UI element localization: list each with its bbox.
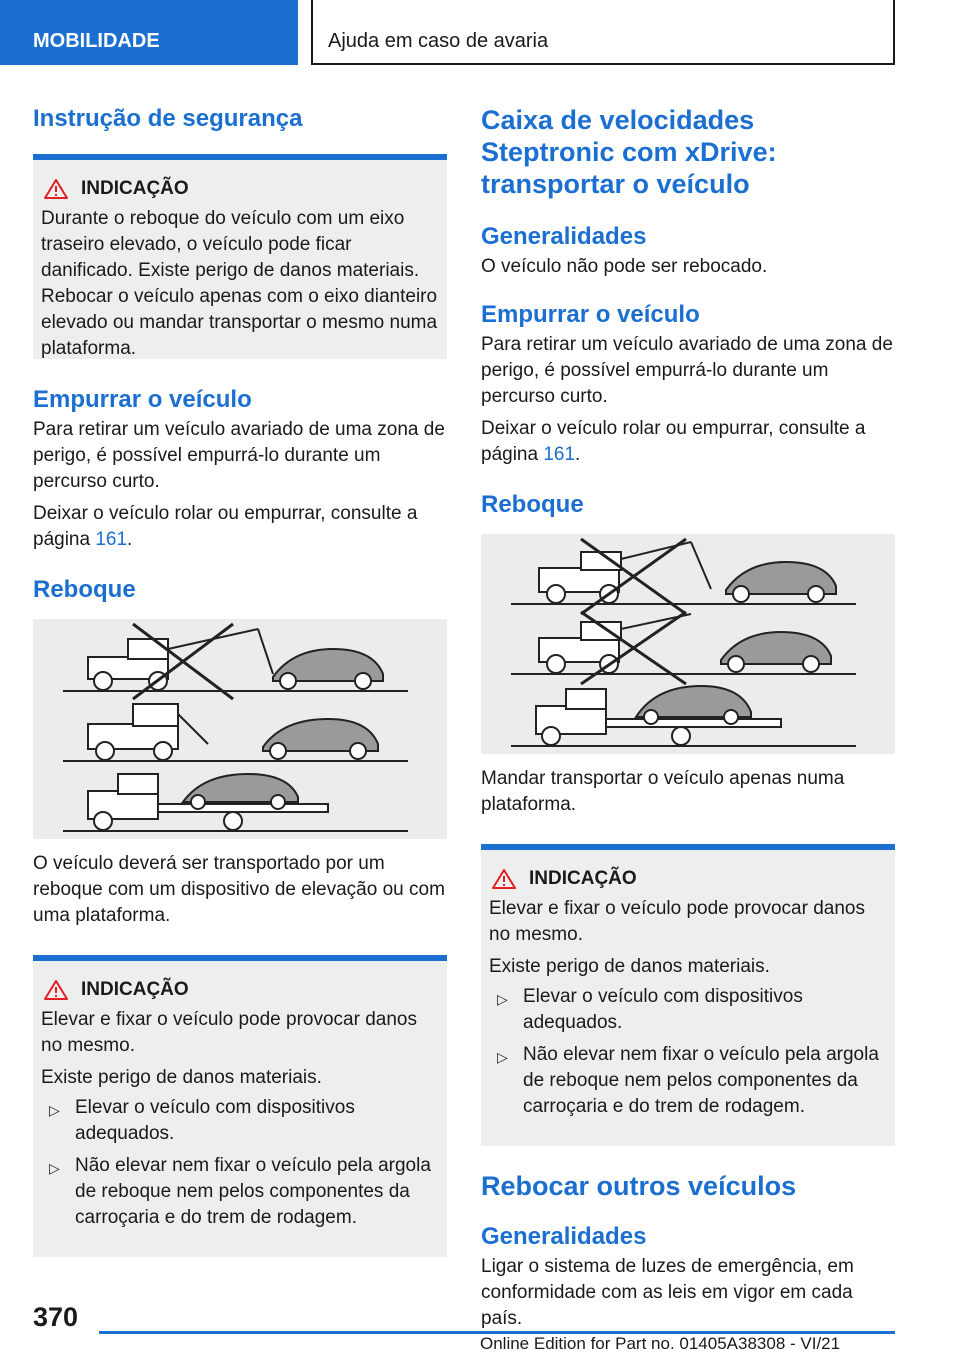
bullet-item: ▷ Elevar o veículo com dispositivos adequados. (497, 986, 803, 1033)
flatbed-diagram (481, 534, 895, 754)
tow-caption: Mandar transportar o veículo apenas numa plataforma. (481, 768, 845, 815)
header-chapter: Ajuda em caso de avaria (311, 0, 895, 65)
general-text: O veículo não pode ser rebocado. (481, 256, 768, 277)
page-ref-link[interactable]: 161 (543, 444, 576, 465)
bullet-item: ▷ Não elevar nem fixar o veículo pela argola de reboque nem pelos componentes da carroçaria e do trem de rodagem. (49, 1155, 431, 1228)
towing-illustration (33, 619, 447, 839)
notice-box-3 (481, 844, 895, 1146)
general-title: Generalidades (481, 223, 647, 250)
tow-title: Reboque (481, 491, 584, 518)
push-text-2: Deixar o veículo rolar ou empurrar, consulte a página 161. (33, 503, 418, 550)
notice-bullets (41, 1095, 439, 1231)
triangle-bullet-icon: ▷ (497, 991, 508, 1007)
notice-title: INDICAÇÃO (41, 977, 439, 1003)
notice-box-1 (33, 154, 447, 359)
push-text: Para retirar um veículo avariado de uma zona de perigo, é possível empurrá-lo durante um percurso curto. (33, 419, 445, 492)
push-text: Para retirar um veículo avariado de uma zona de perigo, é possível empurrá-lo durante um percurso curto. (481, 334, 893, 407)
triangle-bullet-icon: ▷ (497, 1049, 508, 1065)
warning-icon (43, 178, 69, 200)
warning-icon (43, 979, 69, 1001)
page-ref-link[interactable]: 161 (95, 529, 128, 550)
notice-text-1: Elevar e fixar o veículo pode provocar danos no mesmo. (489, 898, 865, 945)
header-section: MOBILIDADE (0, 0, 298, 65)
notice-bullets (489, 984, 887, 1120)
right-column (481, 100, 895, 1332)
push-title: Empurrar o veículo (33, 386, 252, 413)
notice-title: INDICAÇÃO (41, 176, 439, 202)
flatbed-illustration (481, 534, 895, 754)
tow-title: Reboque (33, 576, 136, 603)
other-vehicles-title: Rebocar outros veículos (481, 1171, 797, 1201)
notice-text-2: Existe perigo de danos materiais. (489, 956, 770, 977)
tow-caption: O veículo deverá ser transportado por um reboque com um dispositivo de elevação ou com uma plataforma. (33, 853, 445, 926)
push-text-2: Deixar o veículo rolar ou empurrar, consulte a página 161. (481, 418, 866, 465)
bullet-item: ▷ Elevar o veículo com dispositivos adequados. (49, 1097, 355, 1144)
notice-text-2: Existe perigo de danos materiais. (41, 1067, 322, 1088)
edition-info: Online Edition for Part no. 01405A38308 - VI/21 (480, 1334, 841, 1353)
triangle-bullet-icon: ▷ (49, 1160, 60, 1176)
towing-diagram (33, 619, 447, 839)
left-column (33, 100, 447, 1257)
page-number: 370 (33, 1302, 79, 1332)
warning-icon (491, 868, 517, 890)
notice-title: INDICAÇÃO (489, 866, 887, 892)
main-title: Caixa de velocidades Steptronic com xDrive: transportar o veículo (481, 105, 777, 199)
notice-box-2 (33, 955, 447, 1257)
safety-title: Instrução de segurança (33, 105, 303, 132)
triangle-bullet-icon: ▷ (49, 1102, 60, 1118)
push-title: Empurrar o veículo (481, 301, 700, 328)
notice-text-1: Elevar e fixar o veículo pode provocar danos no mesmo. (41, 1009, 417, 1056)
other-text: Ligar o sistema de luzes de emergência, em conformidade com as leis em vigor em cada país. (481, 1256, 854, 1329)
other-general-title: Generalidades (481, 1223, 647, 1250)
bullet-item: ▷ Não elevar nem fixar o veículo pela argola de reboque nem pelos componentes da carroçaria e do trem de rodagem. (497, 1044, 879, 1117)
notice-text: Durante o reboque do veículo com um eixo traseiro elevado, o veículo pode ficar danificado. Existe perigo de danos materiais. Rebocar o veículo apenas com o eixo dianteiro elevado ou mandar transportar o mesmo numa plataforma. (41, 208, 438, 359)
